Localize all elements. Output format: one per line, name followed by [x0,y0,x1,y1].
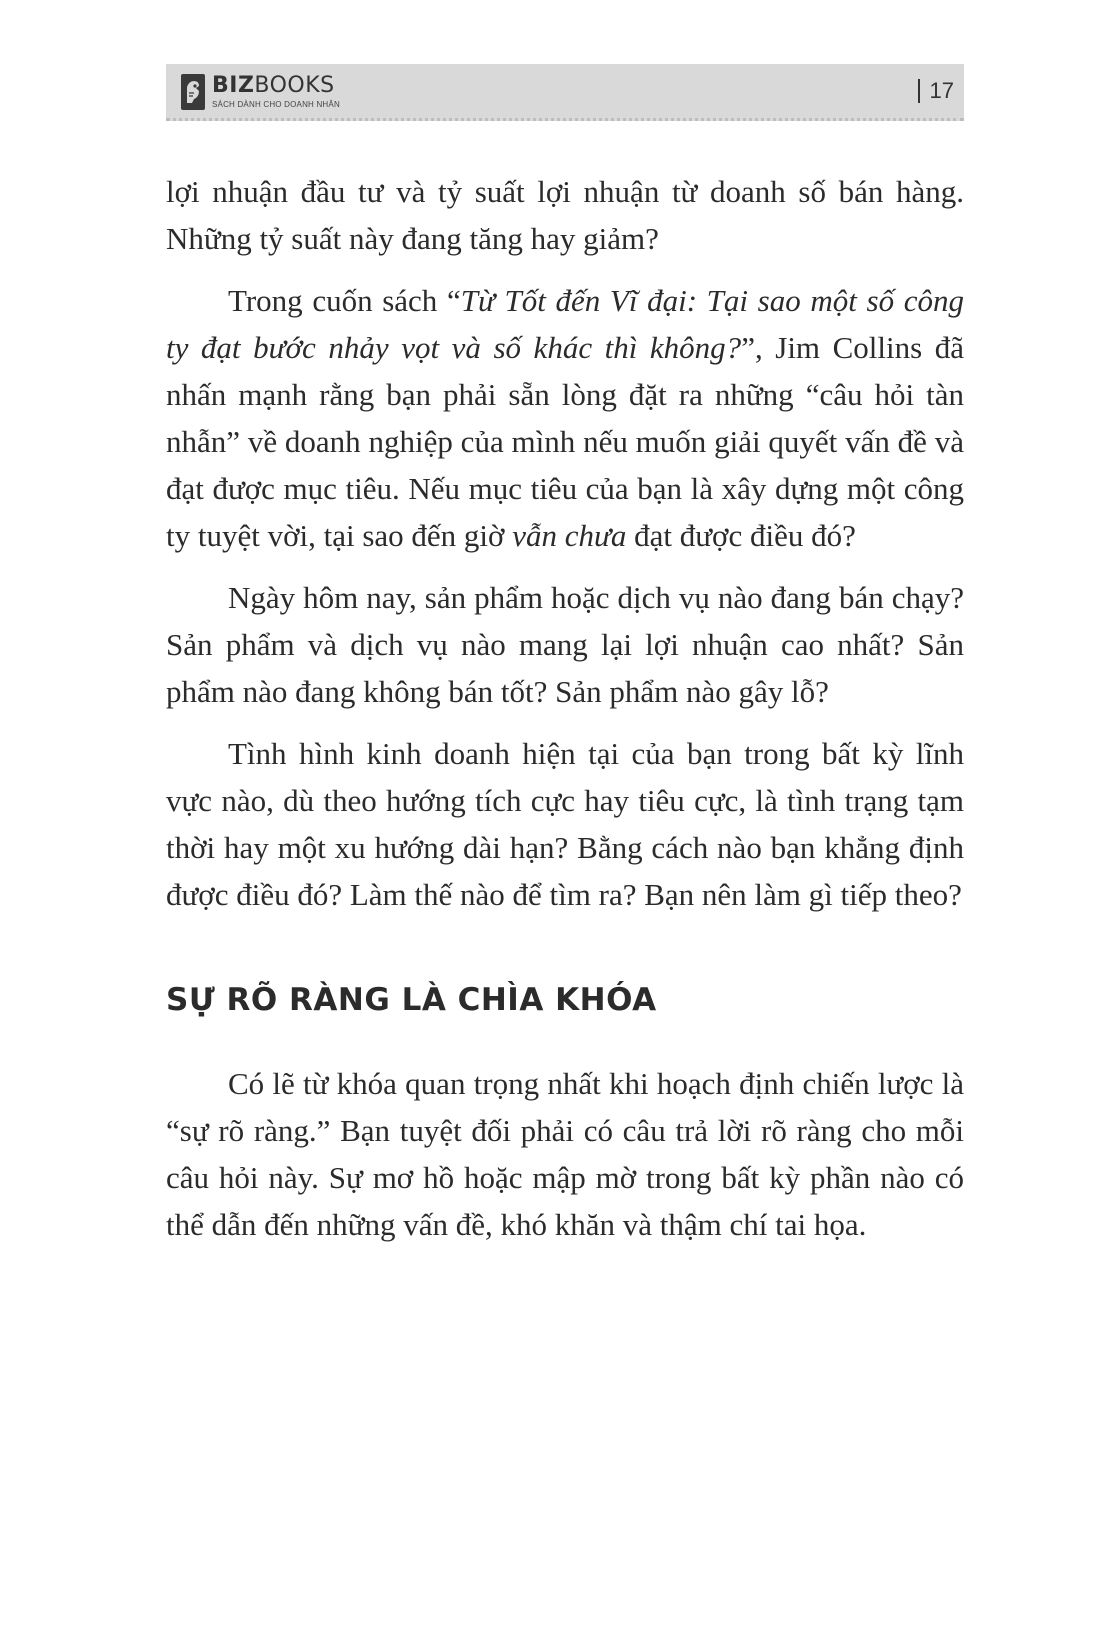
section-heading: SỰ RÕ RÀNG LÀ CHÌA KHÓA [166,982,657,1018]
book-title: Từ Tốt đến Vĩ đại: Tại sao một số công ty đạt bước nhảy vọt và số khác thì không? [166,283,964,365]
brand-name-light: BOOKS [254,73,335,98]
paragraph-jim-collins [166,277,964,559]
paragraph-clarity: Có lẽ từ khóa quan trọng nhất khi hoạch định chiến lược là “sự rõ ràng.” Bạn tuyệt đối phải có câu trả lời rõ ràng cho mỗi câu hỏi này. Sự mơ hồ hoặc mập mờ trong bất kỳ phần nào có thể dẫn đến những vấn đề, khó khăn và thậm chí tai họa. [166,1066,964,1242]
bizbooks-logo-icon [180,73,206,111]
page-number-divider [918,79,920,103]
page-number [918,78,954,104]
brand-name-bold: BIZ [212,73,255,98]
page-number-value: 17 [929,78,954,103]
paragraph-business-situation: Tình hình kinh doanh hiện tại của bạn trong bất kỳ lĩnh vực nào, dù theo hướng tích cực hay tiêu cực, là tình trạng tạm thời hay một xu hướng dài hạn? Bằng cách nào bạn khẳng định được điều đó? Làm thế nào để tìm ra? Bạn nên làm gì tiếp theo? [166,736,964,912]
paragraph-continued: lợi nhuận đầu tư và tỷ suất lợi nhuận từ doanh số bán hàng. Những tỷ suất này đang tăng hay giảm? [166,174,964,256]
brand-tagline: SÁCH DÀNH CHO DOANH NHÂN [212,100,340,109]
publisher-logo [180,71,340,113]
paragraph-text: đạt được điều đó? [626,518,856,553]
page-body [166,168,964,1263]
emphasis-text: vẫn chưa [512,518,627,553]
paragraph-products: Ngày hôm nay, sản phẩm hoặc dịch vụ nào đang bán chạy? Sản phẩm và dịch vụ nào mang lại lợi nhuận cao nhất? Sản phẩm nào đang không bán tốt? Sản phẩm nào gây lỗ? [166,580,964,709]
paragraph-text: Trong cuốn sách “ [228,283,461,318]
page-header [166,64,964,121]
paragraph-text: ”, Jim Collins đã nhấn mạnh rằng bạn phải sẵn lòng đặt ra những “câu hỏi tàn nhẫn” về doanh nghiệp của mình nếu muốn giải quyết vấn đề và đạt được mục tiêu. Nếu mục tiêu của bạn là xây dựng một công ty tuyệt vời, tại sao đến giờ [166,330,965,553]
